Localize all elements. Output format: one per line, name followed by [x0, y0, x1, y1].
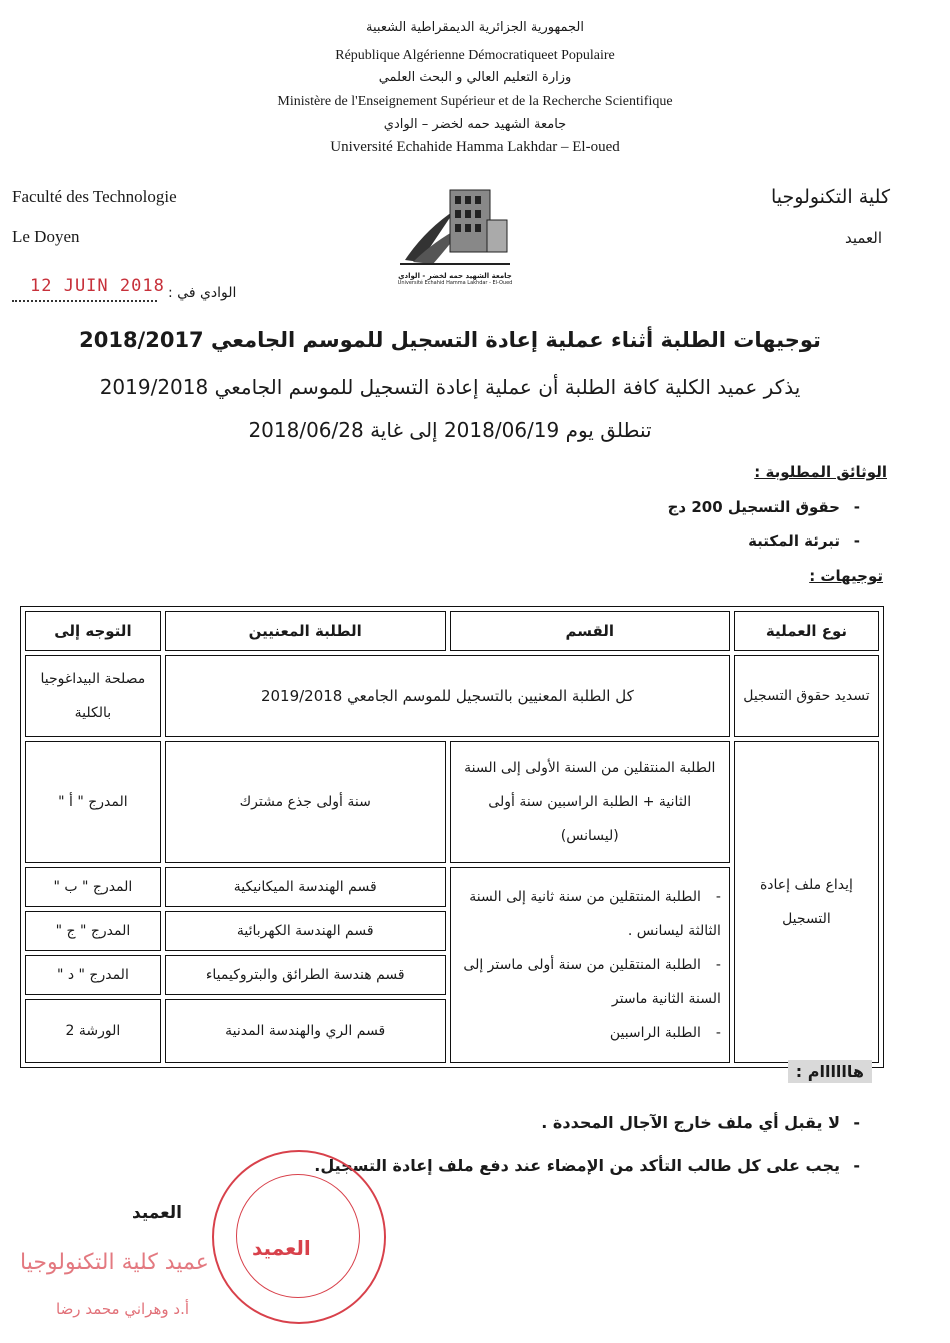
dest-process: المدرج " د " — [25, 955, 161, 995]
date-stamp: 12 JUIN 2018 — [30, 276, 165, 296]
stamp-faculty: عميد كلية التكنولوجيا — [20, 1250, 209, 1275]
guidelines-table — [20, 606, 884, 1068]
section-list — [459, 880, 721, 1050]
header-ar-university: جامعة الشهيد حمه لخضر – الوادي — [383, 117, 567, 132]
header-students: الطلبة المعنيين — [165, 611, 446, 651]
university-building-icon — [395, 180, 515, 268]
required-doc-library: تبرئة المكتبة — [748, 532, 840, 550]
dept-mechanical: قسم الهندسة الميكانيكية — [165, 867, 446, 907]
required-doc-item — [748, 532, 860, 550]
header-operation: نوع العملية — [734, 611, 879, 651]
required-docs-heading: الوثائق المطلوبة : — [754, 463, 887, 481]
table-row — [25, 741, 879, 863]
row2-section: الطلبة المنتقلين من السنة الأولى إلى السنة الثانية + الطلبة الراسبين سنة أولى (ليسانس) — [450, 741, 730, 863]
dash-bullet: - — [715, 1025, 721, 1041]
dash-bullet: - — [853, 532, 860, 550]
faculty-ar: كلية التكنولوجيا — [770, 186, 890, 208]
dept-process: قسم هندسة الطرائق والبتروكيمياء — [165, 955, 446, 995]
dash-bullet: - — [853, 1156, 860, 1175]
dest-mechanical: المدرج " ب " — [25, 867, 161, 907]
list-item — [459, 880, 721, 948]
section-item-text: الطلبة الراسبين — [609, 1025, 701, 1041]
dean-fr: Le Doyen — [12, 227, 80, 246]
header-fr-ministry: Ministère de l'Enseignement Supérieur et de la Recherche Scientifique — [277, 94, 673, 109]
row2-students: سنة أولى جذع مشترك — [165, 741, 446, 863]
header-fr-university: Université Echahide Hamma Lakhdar – El-oued — [330, 139, 620, 155]
row1-destination: مصلحة البيداغوجيا بالكلية — [25, 655, 161, 737]
dept-electrical: قسم الهندسة الكهربائية — [165, 911, 446, 951]
section-item-text: الطلبة المنتقلين من سنة ثانية إلى السنة الثالثة ليسانس . — [469, 889, 721, 939]
header-fr-republic: République Algérienne Démocratiqueet Populaire — [335, 48, 615, 63]
subtitle-2: تنطلق يوم 2018/06/19 إلى غاية 2018/06/28 — [248, 418, 652, 442]
header-ar-ministry: وزارة التعليم العالي و البحث العلمي — [378, 70, 572, 85]
important-item — [541, 1113, 860, 1132]
dash-bullet: - — [715, 957, 721, 973]
stamp-title: العميد — [252, 1236, 311, 1260]
logo-caption-fr: Université Echahid Hamma Lakhdar - El-Oued — [397, 280, 513, 286]
header-section: القسم — [450, 611, 730, 651]
row1-operation: تسديد حقوق التسجيل — [734, 655, 879, 737]
required-doc-item — [668, 498, 860, 516]
row2-operation: إيداع ملف إعادة التسجيل — [734, 741, 879, 1063]
subtitle-1: يذكر عميد الكلية كافة الطلبة أن عملية إعادة التسجيل للموسم الجامعي 2019/2018 — [99, 375, 801, 399]
dean-name: أ.د وهراني محمد رضا — [56, 1300, 190, 1318]
important-heading: هاااااام : — [788, 1060, 872, 1083]
important-signature: يجب على كل طالب التأكد من الإمضاء عند دفع ملف إعادة التسجيل. — [314, 1156, 840, 1175]
dash-bullet: - — [853, 1113, 860, 1132]
dept-hydraulics: قسم الري والهندسة المدنية — [165, 999, 446, 1063]
list-item — [459, 948, 721, 1016]
faculty-fr: Faculté des Technologie — [12, 187, 177, 206]
list-item — [459, 1016, 721, 1050]
header-destination: التوجه إلى — [25, 611, 161, 651]
important-deadline: لا يقبل أي ملف خارج الآجال المحددة . — [541, 1113, 840, 1132]
required-doc-fee: حقوق التسجيل 200 دج — [667, 498, 840, 516]
dest-electrical: المدرج " ج " — [25, 911, 161, 951]
section-item-text: الطلبة المنتقلين من سنة أولى ماستر إلى السنة الثانية ماستر — [463, 957, 721, 1007]
logo-caption-ar: جامعة الشهيد حمه لخضر - الوادي — [398, 272, 512, 280]
dash-bullet: - — [853, 498, 860, 516]
dean-ar: العميد — [844, 229, 882, 247]
guidelines-heading: توجيهات : — [809, 567, 883, 585]
signature-title: العميد — [132, 1203, 182, 1223]
row1-students: كل الطلبة المعنيين بالتسجيل للموسم الجامعي 2019/2018 — [165, 655, 730, 737]
row3-section — [450, 867, 730, 1063]
date-prefix: الوادي في : — [168, 285, 237, 301]
row2-destination: المدرج " أ " — [25, 741, 161, 863]
date-dotted-line — [12, 300, 157, 302]
dest-hydraulics: الورشة 2 — [25, 999, 161, 1063]
important-item — [314, 1156, 860, 1175]
header-ar-republic: الجمهورية الجزائرية الديمقراطية الشعبية — [366, 20, 584, 35]
main-title: توجيهات الطلبة أثناء عملية إعادة التسجيل للموسم الجامعي 2018/2017 — [79, 328, 821, 352]
table-header-row — [25, 611, 879, 651]
dash-bullet: - — [715, 889, 721, 905]
table-row — [25, 655, 879, 737]
university-logo — [395, 180, 515, 290]
